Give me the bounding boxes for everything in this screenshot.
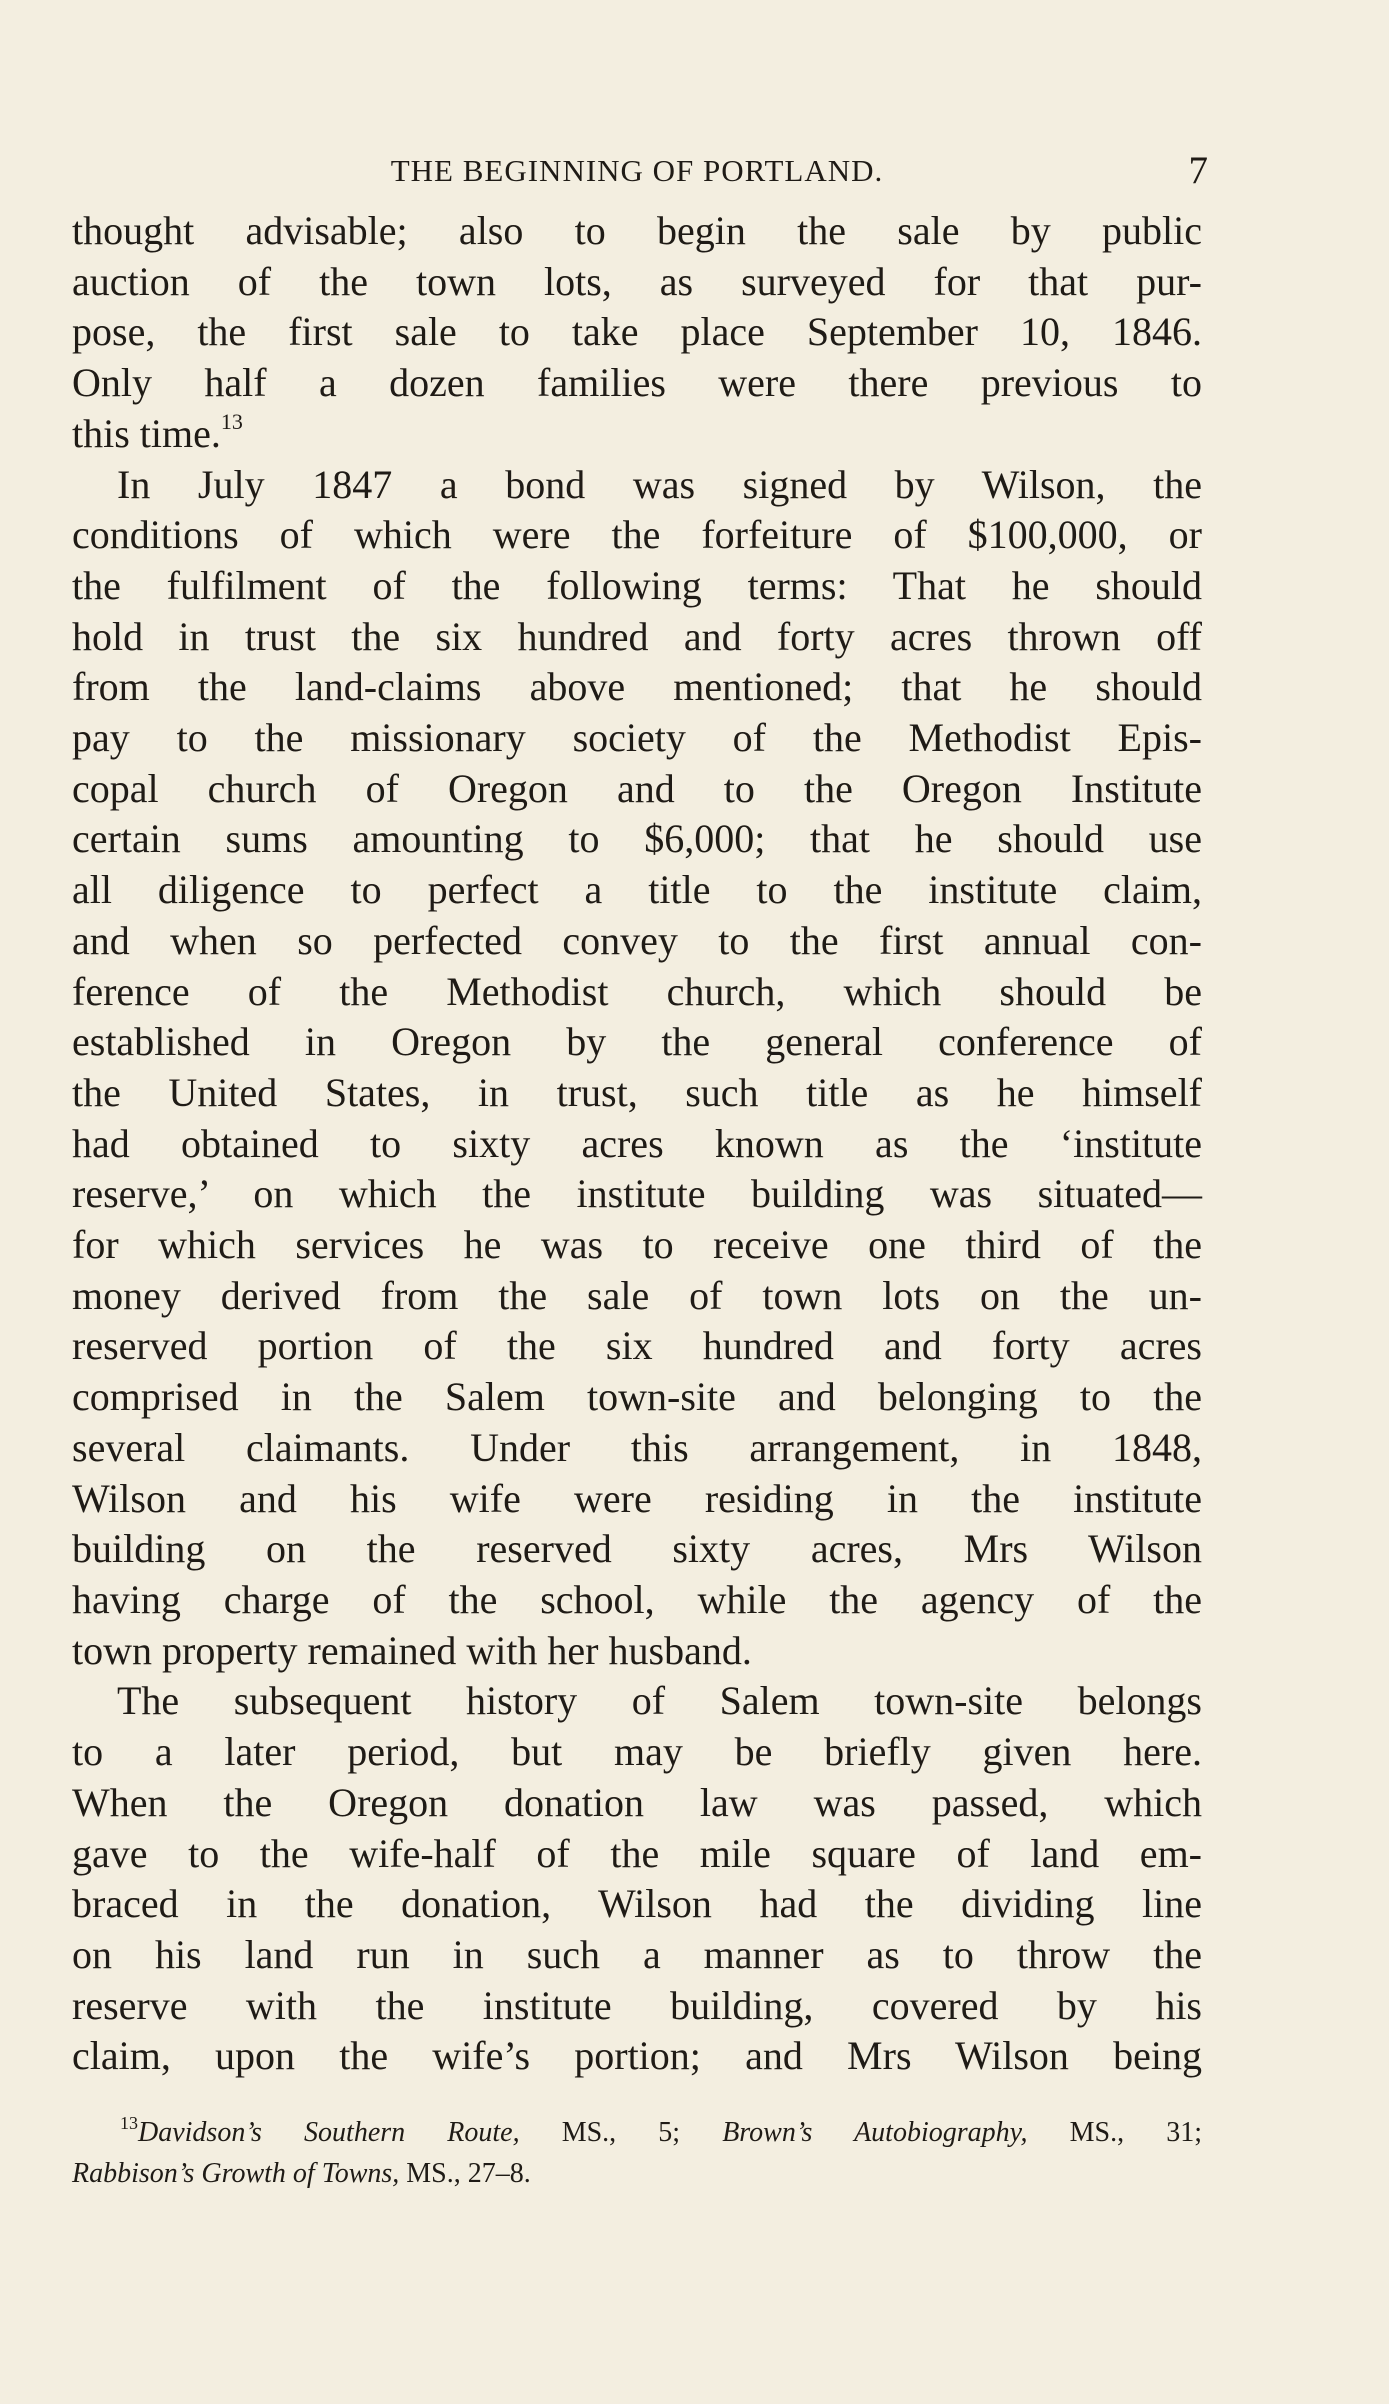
text-line: hold in trust the six hundred and forty acres thrown off (72, 613, 1202, 659)
footnote-detail: MS., 31; (1027, 2117, 1203, 2149)
text-line: several claimants. Under this arrangement, in 1848, (72, 1424, 1202, 1470)
text-line: conditions of which were the forfeiture of $100,000, or (72, 512, 1202, 558)
text-line: all diligence to perfect a title to the institute claim, (72, 867, 1202, 913)
footnote-citation: Davidson’s Southern Route, (138, 2117, 520, 2149)
page-number: 7 (1188, 149, 1208, 192)
running-head (72, 149, 1208, 192)
text-line: comprised in the Salem town-site and belonging to the (72, 1374, 1202, 1420)
text-line: certain sums amounting to $6,000; that he should use (72, 816, 1202, 862)
text-line: claim, upon the wife’s portion; and Mrs Wilson being (72, 2033, 1202, 2079)
text-line: reserve,’ on which the institute building was situated— (72, 1171, 1202, 1217)
text-line: When the Oregon donation law was passed, which (72, 1779, 1202, 1825)
text-line: pose, the first sale to take place September 10, 1846. (72, 309, 1202, 355)
text-line: and when so perfected convey to the first annual con- (72, 917, 1202, 963)
text-line: from the land-claims above mentioned; that he should (72, 664, 1202, 710)
text-line: The subsequent history of Salem town-site belongs (117, 1678, 1202, 1724)
book-page (72, 149, 1208, 2194)
text-line: had obtained to sixty acres known as the ‘institute (72, 1120, 1202, 1166)
text-line: established in Oregon by the general conference of (72, 1019, 1202, 1065)
footnote-detail: MS., 27–8. (399, 2158, 531, 2190)
text-line: copal church of Oregon and to the Oregon Institute (72, 765, 1202, 811)
text-line: thought advisable; also to begin the sale by public (72, 208, 1202, 253)
text-line: auction of the town lots, as surveyed for that pur- (72, 258, 1202, 304)
text-line: town property remained with her husband. (72, 1627, 752, 1673)
text-line: for which services he was to receive one third of the (72, 1222, 1202, 1268)
text-line-content: this time. (72, 410, 221, 456)
footnote-marker: 13 (120, 2113, 138, 2134)
text-line: having charge of the school, while the agency of the (72, 1576, 1202, 1622)
text-line: on his land run in such a manner as to throw the (72, 1931, 1202, 1977)
text-line: Only half a dozen families were there previous to (72, 360, 1202, 406)
footnotes (72, 2112, 1202, 2194)
text-line: Wilson and his wife were residing in the institute (72, 1475, 1202, 1521)
footnote-line (72, 2112, 1202, 2153)
text-line: the United States, in trust, such title as he himself (72, 1069, 1202, 1115)
body-text (72, 206, 1202, 2082)
text-line: the fulfilment of the following terms: That he should (72, 562, 1202, 608)
footnote-citation: Rabbison’s Growth of Towns, (72, 2158, 400, 2190)
text-line: building on the reserved sixty acres, Mrs Wilson (72, 1526, 1202, 1572)
text-line: to a later period, but may be briefly given here. (72, 1729, 1202, 1775)
text-line: gave to the wife-half of the mile square of land em- (72, 1830, 1202, 1876)
footnote-citation: Brown’s Autobiography, (722, 2117, 1028, 2149)
text-line: In July 1847 a bond was signed by Wilson, the (117, 461, 1202, 507)
text-line: money derived from the sale of town lots on the un- (72, 1272, 1202, 1318)
text-line: ference of the Methodist church, which should be (72, 968, 1202, 1014)
running-title: THE BEGINNING OF PORTLAND. (390, 153, 884, 188)
text-line: braced in the donation, Wilson had the dividing line (72, 1881, 1202, 1927)
text-line (72, 409, 1202, 460)
footnote-line (72, 2153, 1202, 2194)
text-line: reserve with the institute building, covered by his (72, 1982, 1202, 2028)
text-line: reserved portion of the six hundred and forty acres (72, 1323, 1202, 1369)
text-line: pay to the missionary society of the Methodist Epis- (72, 715, 1202, 761)
footnote-reference: 13 (220, 408, 243, 434)
footnote-detail: MS., 5; (519, 2117, 723, 2149)
